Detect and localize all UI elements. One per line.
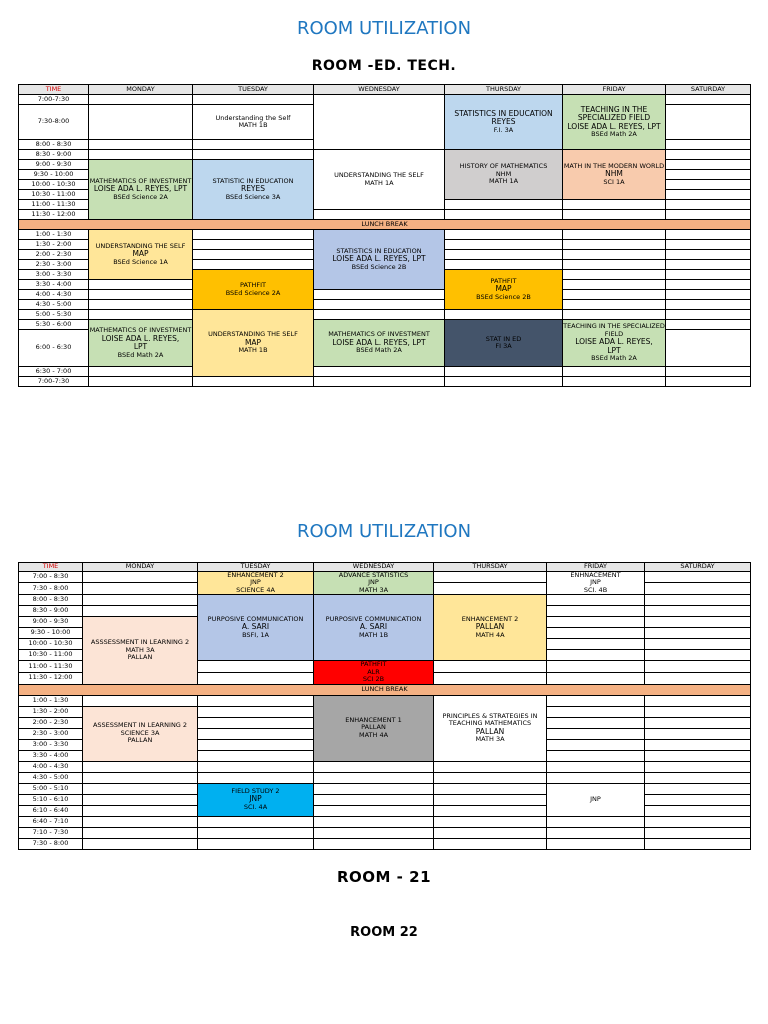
empty-cell	[547, 739, 645, 750]
class-block[interactable]: Understanding the Self MATH 1B	[193, 105, 314, 140]
empty-cell	[645, 595, 751, 606]
empty-cell	[666, 330, 751, 367]
time-slot: 8:00 - 8:30	[19, 140, 89, 150]
header-friday: FRIDAY	[563, 85, 666, 95]
empty-cell	[645, 783, 751, 794]
header-time: TIME	[19, 85, 89, 95]
empty-cell	[645, 650, 751, 661]
time-slot: 4:30 - 5:00	[19, 300, 89, 310]
empty-cell	[198, 750, 314, 761]
time-slot: 3:00 - 3:30	[19, 270, 89, 280]
empty-cell	[645, 805, 751, 816]
class-block[interactable]: ENHANCEMENT 2 JNP SCIENCE 4A	[198, 571, 314, 595]
empty-cell	[645, 617, 751, 628]
empty-cell	[563, 200, 666, 210]
empty-cell	[563, 240, 666, 250]
empty-cell	[434, 816, 547, 827]
empty-cell	[547, 628, 645, 639]
empty-cell	[198, 816, 314, 827]
empty-cell	[645, 772, 751, 783]
class-block[interactable]: STATISTICS IN EDUCATION LOISE ADA L. REYES, LPT BSEd Science 2B	[314, 230, 445, 290]
empty-cell	[645, 750, 751, 761]
time-slot: 4:00 - 4:30	[19, 761, 83, 772]
time-slot: 1:30 - 2:00	[19, 706, 83, 717]
class-block[interactable]: STAT IN ED FI 3A	[445, 320, 563, 367]
time-slot: 5:00 - 5:30	[19, 310, 89, 320]
empty-cell	[547, 661, 645, 673]
class-block[interactable]: ASSSESSMENT IN LEARNING 2 MATH 3A PALLAN	[83, 617, 198, 685]
time-slot: 11:00 - 11:30	[19, 200, 89, 210]
empty-cell	[563, 210, 666, 220]
empty-cell	[445, 230, 563, 240]
time-slot: 7:30 - 8:00	[19, 838, 83, 849]
empty-cell	[563, 250, 666, 260]
empty-cell	[314, 816, 434, 827]
empty-cell	[89, 150, 193, 160]
class-block[interactable]: MATHEMATICS OF INVESTMENT LOISE ADA L. REYES, LPT BSEd Science 2A	[89, 160, 193, 220]
time-slot: 4:30 - 5:00	[19, 772, 83, 783]
time-slot: 1:00 - 1:30	[19, 230, 89, 240]
header-saturday: SATURDAY	[666, 85, 751, 95]
empty-cell	[434, 761, 547, 772]
class-block[interactable]: JNP	[547, 783, 645, 816]
empty-cell	[563, 290, 666, 300]
empty-cell	[666, 250, 751, 260]
empty-cell	[645, 838, 751, 849]
empty-cell	[547, 706, 645, 717]
empty-cell	[193, 260, 314, 270]
empty-cell	[445, 377, 563, 387]
header-tuesday: TUESDAY	[193, 85, 314, 95]
time-slot: 10:00 - 10:30	[19, 180, 89, 190]
empty-cell	[666, 367, 751, 377]
empty-cell	[89, 377, 193, 387]
page-title-1: ROOM UTILIZATION	[296, 18, 472, 39]
empty-cell	[198, 827, 314, 838]
empty-cell	[547, 617, 645, 628]
time-slot: 11:30 - 12:00	[19, 210, 89, 220]
empty-cell	[645, 571, 751, 583]
empty-cell	[645, 661, 751, 673]
empty-cell	[563, 377, 666, 387]
time-slot: 10:30 - 11:00	[19, 190, 89, 200]
empty-cell	[198, 706, 314, 717]
empty-cell	[83, 695, 198, 706]
empty-cell	[434, 827, 547, 838]
empty-cell	[89, 95, 193, 105]
empty-cell	[445, 310, 563, 320]
empty-cell	[547, 639, 645, 650]
empty-cell	[645, 794, 751, 805]
time-slot: 9:30 - 10:00	[19, 628, 83, 639]
time-slot: 3:30 - 4:00	[19, 750, 83, 761]
time-slot: 8:00 - 8:30	[19, 595, 83, 606]
empty-cell	[547, 717, 645, 728]
empty-cell	[645, 606, 751, 617]
empty-cell	[563, 260, 666, 270]
class-block[interactable]: MATHEMATICS OF INVESTMENT LOISE ADA L. REYES, LPT BSEd Math 2A	[314, 320, 445, 367]
time-slot: 7:30 - 8:00	[19, 583, 83, 595]
empty-cell	[193, 377, 314, 387]
empty-cell	[645, 717, 751, 728]
empty-cell	[314, 210, 445, 220]
empty-cell	[314, 310, 445, 320]
empty-cell	[547, 728, 645, 739]
time-slot: 8:30 - 9:00	[19, 150, 89, 160]
empty-cell	[666, 210, 751, 220]
empty-cell	[434, 794, 547, 805]
empty-cell	[193, 250, 314, 260]
time-slot: 1:30 - 2:00	[19, 240, 89, 250]
empty-cell	[645, 672, 751, 684]
empty-cell	[645, 739, 751, 750]
schedule-table-room-21	[18, 562, 751, 850]
empty-cell	[89, 290, 193, 300]
empty-cell	[198, 695, 314, 706]
lunch-break: LUNCH BREAK	[19, 684, 751, 695]
empty-cell	[83, 838, 198, 849]
class-block[interactable]: HISTORY OF MATHEMATICS NHM MATH 1A	[445, 150, 563, 200]
empty-cell	[89, 105, 193, 140]
class-block[interactable]: PURPOSIVE COMMUNICATION A. SARI MATH 1B	[314, 595, 434, 661]
time-slot: 10:00 - 10:30	[19, 639, 83, 650]
empty-cell	[314, 838, 434, 849]
header-monday: MONDAY	[83, 563, 198, 572]
class-block[interactable]: UNDERSTANDING THE SELF MATH 1A	[314, 150, 445, 210]
class-block[interactable]: PRINCIPLES & STRATEGIES IN TEACHING MATHEMATICS PALLAN MATH 3A	[434, 695, 547, 761]
time-slot: 7:30-8:00	[19, 105, 89, 140]
empty-cell	[547, 595, 645, 606]
empty-cell	[193, 240, 314, 250]
empty-cell	[666, 105, 751, 140]
class-block[interactable]: STATISTIC IN EDUCATION REYES BSEd Science 3A	[193, 160, 314, 220]
empty-cell	[547, 827, 645, 838]
empty-cell	[434, 583, 547, 595]
time-slot: 5:30 - 6:00	[19, 320, 89, 330]
time-slot: 7:10 - 7:30	[19, 827, 83, 838]
header-wednesday: WEDNESDAY	[314, 85, 445, 95]
class-block[interactable]: MATHEMATICS OF INVESTMENT LOISE ADA L. REYES, LPT BSEd Math 2A	[89, 320, 193, 367]
time-slot: 2:00 - 2:30	[19, 717, 83, 728]
empty-cell	[83, 794, 198, 805]
class-block[interactable]: PATHFIT MAP BSEd Science 2B	[445, 270, 563, 310]
empty-cell	[83, 783, 198, 794]
header-thursday: THURSDAY	[445, 85, 563, 95]
empty-cell	[193, 230, 314, 240]
empty-cell	[563, 230, 666, 240]
empty-cell	[645, 816, 751, 827]
header-tuesday: TUESDAY	[198, 563, 314, 572]
class-block[interactable]: ENHNACEMENT JNP SCI. 4B	[547, 571, 645, 595]
empty-cell	[198, 772, 314, 783]
empty-cell	[314, 794, 434, 805]
empty-cell	[198, 739, 314, 750]
time-slot: 2:30 - 3:00	[19, 728, 83, 739]
empty-cell	[666, 270, 751, 280]
empty-cell	[314, 300, 445, 310]
empty-cell	[434, 783, 547, 794]
empty-cell	[645, 728, 751, 739]
time-slot: 6:30 - 7:00	[19, 367, 89, 377]
empty-cell	[547, 772, 645, 783]
time-slot: 5:10 - 6:10	[19, 794, 83, 805]
lunch-break: LUNCH BREAK	[19, 220, 751, 230]
empty-cell	[89, 140, 193, 150]
class-block[interactable]: STATISTICS IN EDUCATION REYES F.I. 3A	[445, 95, 563, 150]
empty-cell	[314, 95, 445, 150]
class-block[interactable]: ASSESSMENT IN LEARNING 2 SCIENCE 3A PALLAN	[83, 706, 198, 761]
empty-cell	[83, 772, 198, 783]
empty-cell	[314, 783, 434, 794]
time-slot: 1:00 - 1:30	[19, 695, 83, 706]
empty-cell	[314, 367, 445, 377]
class-block[interactable]: UNDERSTANDING THE SELF MAP BSEd Science 1A	[89, 230, 193, 280]
empty-cell	[198, 728, 314, 739]
empty-cell	[666, 310, 751, 320]
empty-cell	[666, 260, 751, 270]
empty-cell	[83, 606, 198, 617]
empty-cell	[645, 628, 751, 639]
time-slot: 3:00 - 3:30	[19, 739, 83, 750]
time-slot: 7:00-7:30	[19, 377, 89, 387]
empty-cell	[83, 595, 198, 606]
empty-cell	[666, 300, 751, 310]
empty-cell	[645, 639, 751, 650]
empty-cell	[314, 761, 434, 772]
time-slot: 8:30 - 9:00	[19, 606, 83, 617]
empty-cell	[666, 320, 751, 330]
time-slot: 5:00 - 5:10	[19, 783, 83, 794]
empty-cell	[89, 367, 193, 377]
empty-cell	[434, 772, 547, 783]
empty-cell	[83, 805, 198, 816]
header-saturday: SATURDAY	[645, 563, 751, 572]
empty-cell	[434, 805, 547, 816]
empty-cell	[193, 95, 314, 105]
empty-cell	[666, 240, 751, 250]
empty-cell	[547, 606, 645, 617]
empty-cell	[666, 200, 751, 210]
header-time: TIME	[19, 563, 83, 572]
class-block[interactable]: UNDERSTANDING THE SELF MAP MATH 1B	[193, 310, 314, 377]
empty-cell	[434, 838, 547, 849]
time-slot: 6:10 - 6:40	[19, 805, 83, 816]
class-block[interactable]: ENHANCEMENT 1 PALLAN MATH 4A	[314, 695, 434, 761]
empty-cell	[666, 160, 751, 170]
header-thursday: THURSDAY	[434, 563, 547, 572]
empty-cell	[563, 367, 666, 377]
empty-cell	[198, 761, 314, 772]
header-friday: FRIDAY	[547, 563, 645, 572]
empty-cell	[314, 805, 434, 816]
empty-cell	[83, 583, 198, 595]
empty-cell	[547, 672, 645, 684]
class-block[interactable]: ENHANCEMENT 2 PALLAN MATH 4A	[434, 595, 547, 661]
time-slot: 4:00 - 4:30	[19, 290, 89, 300]
time-slot: 2:00 - 2:30	[19, 250, 89, 260]
time-slot: 11:00 - 11:30	[19, 661, 83, 673]
time-slot: 7:00 - 8:30	[19, 571, 83, 583]
empty-cell	[547, 838, 645, 849]
empty-cell	[89, 310, 193, 320]
page-title-2: ROOM UTILIZATION	[296, 521, 472, 542]
empty-cell	[445, 260, 563, 270]
empty-cell	[645, 695, 751, 706]
empty-cell	[666, 230, 751, 240]
schedule-table-ed-tech	[18, 84, 751, 387]
empty-cell	[198, 838, 314, 849]
time-slot: 3:30 - 4:00	[19, 280, 89, 290]
empty-cell	[666, 150, 751, 160]
class-block[interactable]: PATHFIT BSEd Science 2A	[193, 270, 314, 310]
empty-cell	[314, 290, 445, 300]
empty-cell	[193, 140, 314, 150]
empty-cell	[547, 816, 645, 827]
empty-cell	[666, 280, 751, 290]
class-block[interactable]: FIELD STUDY 2 JNP SCI. 4A	[198, 783, 314, 816]
empty-cell	[445, 240, 563, 250]
time-slot: 11:30 - 12:00	[19, 672, 83, 684]
empty-cell	[83, 816, 198, 827]
empty-cell	[563, 310, 666, 320]
empty-cell	[198, 717, 314, 728]
room-title-ed-tech: ROOM -ED. TECH.	[311, 58, 457, 74]
empty-cell	[434, 661, 547, 673]
class-block[interactable]: TEACHING IN THE SPECIALIZED FIELD LOISE ADA L. REYES, LPT BSEd Math 2A	[563, 95, 666, 150]
empty-cell	[666, 190, 751, 200]
empty-cell	[193, 150, 314, 160]
room-22-label: ROOM 22	[350, 925, 418, 940]
empty-cell	[434, 672, 547, 684]
class-block[interactable]: MATH IN THE MODERN WORLD NHM SCI 1A	[563, 150, 666, 200]
empty-cell	[563, 300, 666, 310]
empty-cell	[666, 290, 751, 300]
empty-cell	[547, 695, 645, 706]
empty-cell	[198, 661, 314, 673]
time-slot: 9:00 - 9:30	[19, 160, 89, 170]
empty-cell	[314, 377, 445, 387]
time-slot: 9:00 - 9:30	[19, 617, 83, 628]
empty-cell	[666, 95, 751, 105]
empty-cell	[645, 583, 751, 595]
empty-cell	[563, 280, 666, 290]
empty-cell	[445, 250, 563, 260]
time-slot: 9:30 - 10:00	[19, 170, 89, 180]
empty-cell	[645, 827, 751, 838]
empty-cell	[434, 571, 547, 583]
empty-cell	[83, 827, 198, 838]
empty-cell	[563, 270, 666, 280]
empty-cell	[666, 180, 751, 190]
class-block[interactable]: TEACHING IN THE SPECIALIZED FIELD LOISE ADA L. REYES, LPT BSEd Math 2A	[563, 320, 666, 367]
empty-cell	[445, 200, 563, 210]
room-21-label: ROOM - 21	[336, 868, 432, 886]
empty-cell	[666, 140, 751, 150]
time-slot: 6:40 - 7:10	[19, 816, 83, 827]
header-monday: MONDAY	[89, 85, 193, 95]
header-wednesday: WEDNESDAY	[314, 563, 434, 572]
empty-cell	[83, 761, 198, 772]
time-slot: 10:30 - 11:00	[19, 650, 83, 661]
empty-cell	[547, 650, 645, 661]
time-slot: 7:00-7:30	[19, 95, 89, 105]
empty-cell	[645, 706, 751, 717]
empty-cell	[547, 750, 645, 761]
empty-cell	[83, 571, 198, 583]
time-slot: 2:30 - 3:00	[19, 260, 89, 270]
class-block[interactable]: PATHFIT ALR SCI 2B	[314, 661, 434, 685]
empty-cell	[89, 280, 193, 290]
empty-cell	[445, 210, 563, 220]
empty-cell	[666, 170, 751, 180]
empty-cell	[89, 300, 193, 310]
class-block[interactable]: PURPOSIVE COMMUNICATION A. SARI BSFI, 1A	[198, 595, 314, 661]
empty-cell	[314, 772, 434, 783]
class-block[interactable]: ADVANCE STATISTICS JNP MATH 3A	[314, 571, 434, 595]
empty-cell	[445, 367, 563, 377]
empty-cell	[666, 377, 751, 387]
empty-cell	[198, 672, 314, 684]
empty-cell	[314, 827, 434, 838]
empty-cell	[645, 761, 751, 772]
time-slot: 6:00 - 6:30	[19, 330, 89, 367]
empty-cell	[547, 761, 645, 772]
